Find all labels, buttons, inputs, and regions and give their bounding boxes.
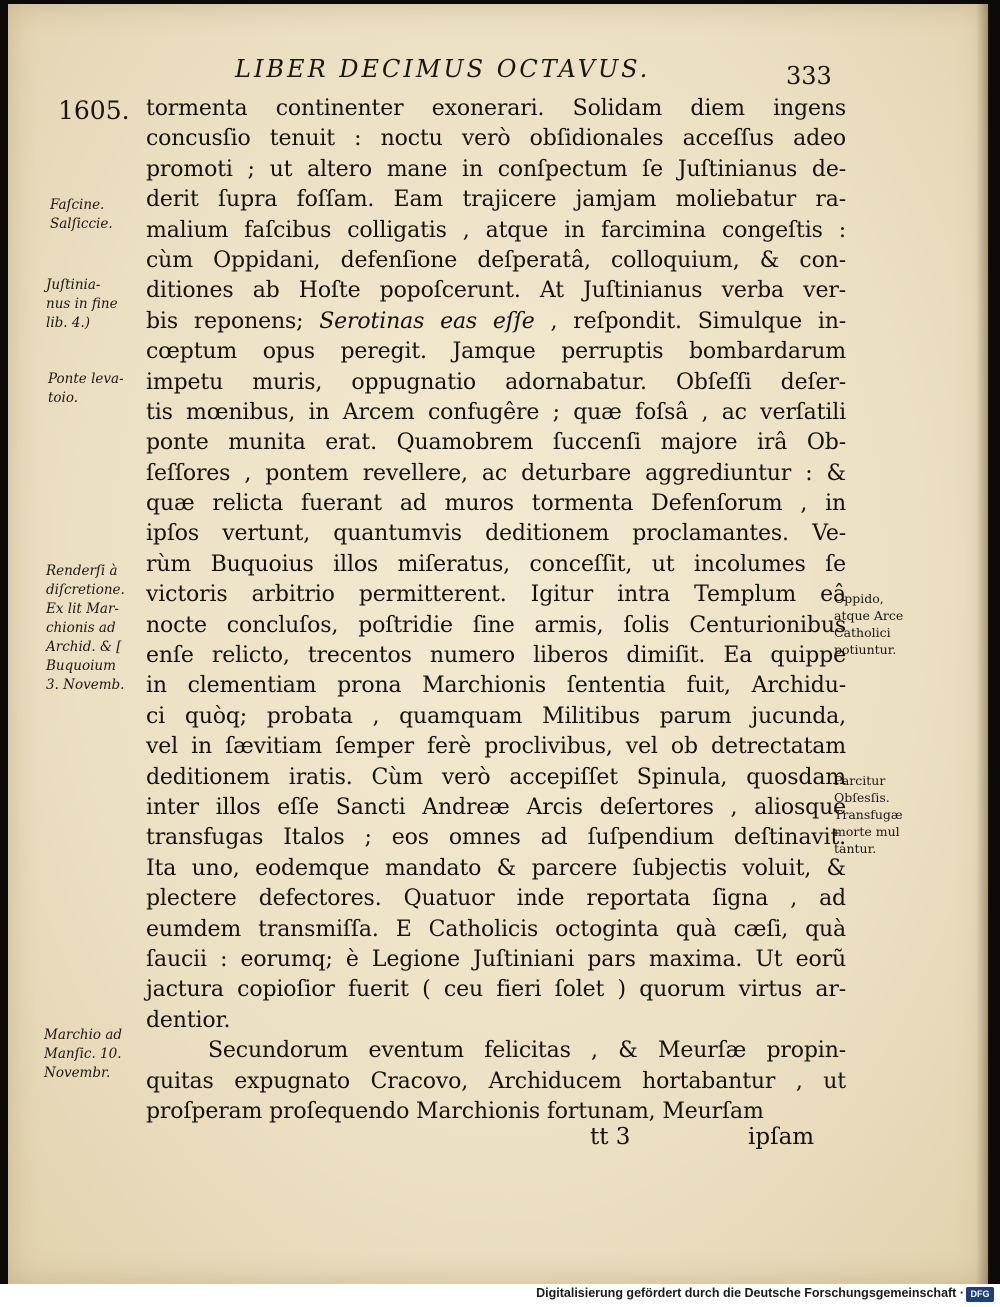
text-line: cùm Oppidani, defenſione deſperatâ, colloquium, & con- [146,247,846,273]
text-line: plectere defectores. Quatuor inde reportata ſigna , ad [146,886,846,912]
margin-note-line: Juſtinia- [46,277,101,293]
text-line: jactura copioſior fuerit ( ceu fieri ſolet ) quorum virtus ar- [146,977,846,1003]
margin-note-line: Manſic. 10. [44,1046,122,1062]
margin-note-line: 3. Novemb. [46,677,125,693]
text-line: impetu muris, oppugnatio adornabatur. Obſeſſi deſer- [146,369,846,395]
margin-note-line: toio. [48,390,79,406]
text-line: transfugas Italos ; eos omnes ad ſuſpendium deſtinavit. [146,825,846,851]
text-line: Ita uno, eodemque mandato & parcere ſubjectis voluit, & [146,855,846,881]
dfg-logo: DFG [966,1287,994,1302]
text-line: proſperam proſequendo Marchionis fortunam, Meurſam [146,1098,764,1124]
text-line: tis mœnibus, in Arcem confugêre ; quæ foſsâ , ac verſatili [146,399,846,425]
margin-note-line: Novembr. [44,1065,111,1081]
margin-note-line: tantur. [834,841,877,856]
margin-note-line: Obſesſis. [834,790,890,805]
main-text-block [146,94,846,1127]
text-line: Secundorum eventum felicitas , & Meurſæ propin- [208,1038,846,1064]
left-margin-note-renderse [46,562,125,695]
text-line: tormenta continenter exonerari. Solidam diem ingens [146,96,846,121]
signature-mark: tt 3 [590,1124,631,1150]
italic-quote: Serotinas eas eſſe [319,308,535,334]
running-title: LIBER DECIMUS OCTAVUS. [235,55,651,83]
text-line: inter illos eſſe Sancti Andreæ Arcis deſertores , aliosque [146,794,846,820]
text-line: dentior. [146,1007,231,1033]
text-line: quæ relicta fuerant ad muros tormenta Defenſorum , in [146,491,846,517]
margin-note-line: Faſcine. [50,197,105,213]
margin-note-line: Catholici [834,625,891,640]
margin-note-line: Transfugæ [834,807,903,822]
margin-note-line: diſcretione. [46,582,125,598]
text-line: ditiones ab Hoſte popoſcerunt. At Juſtinianus verba ver- [146,278,846,304]
text-line: ponte munita erat. Quamobrem ſuccenſi majore irâ Ob- [146,430,846,456]
text-line: ſeſſores , pontem revellere, ac deturbare aggrediuntur : & [146,460,846,486]
digitization-credit: Digitalisierung gefördert durch die Deutsche Forschungsgemeinschaft · [536,1286,964,1300]
right-margin-note-parcitur [834,772,903,857]
page-number: 333 [786,62,832,90]
text-line: promoti ; ut altero mane in conſpectum ſe Juſtinianus de- [146,156,846,182]
catchword: ipſam [748,1124,815,1150]
margin-note-line: morte mul [834,824,900,839]
margin-note-line: potiuntur. [834,642,897,657]
margin-note-line: Ponte leva- [48,371,124,387]
text-line: malium faſcibus colligatis , atque in farcimina congeſtis : [146,217,846,243]
margin-note-line: Buquoium [46,658,116,674]
margin-note-line: lib. 4.) [46,315,91,331]
margin-note-line: Marchio ad [44,1027,123,1043]
left-margin-note-marchio [44,1026,122,1083]
left-margin-note-fascine [50,196,113,234]
text-line: nocte concluſos, poſtridie ſine armis, ſolis Centurionibus [146,612,846,638]
margin-note-line: Archid. & [ [46,639,122,655]
margin-note-line: chionis ad [46,620,116,636]
text-line: rùm Buquoius illos miſeratus, conceſſit, ut incolumes ſe [146,551,846,577]
text-line: in clementiam prona Marchionis ſententia fuit, Archidu- [146,673,846,699]
text-line: ſaucii : eorumq; è Legione Juſtiniani pars maxima. Ut eorũ [146,946,846,972]
text-line [146,307,846,337]
margin-note-line: Salſiccie. [50,216,113,232]
text-run: , reſpondit. Simulque in- [534,308,847,334]
text-run: bis reponens; [146,308,320,334]
text-line: deditionem iratis. Cùm verò accepiſſet Spinula, quosdam [146,764,846,790]
text-line: vel in ſævitiam ſemper ferè proclivibus, vel ob detrectatam [146,734,846,760]
left-margin-note-justinianus [46,276,118,333]
text-line: ipſos vertunt, quantumvis deditionem proclamantes. Ve- [146,521,846,547]
text-line: concusſio tenuit : noctu verò obſidionales acceſſus adeo [146,126,846,152]
margin-note-line: Oppido, [834,591,884,606]
margin-note-line: nus in fine [46,296,118,312]
text-line: cœptum opus peregit. Jamque perruptis bombardarum [146,339,846,365]
text-line: ci quòq; probata , quamquam Militibus parum jucunda, [146,703,846,729]
margin-note-line: atque Arce [834,608,904,623]
text-line: enſe relicto, trecentos numero liberos dimiſit. Ea quippe [146,643,846,669]
text-line: quitas expugnato Cracovo, Archiducem hortabantur , ut [146,1068,846,1094]
year-marker: 1605. [58,96,130,125]
text-line: derit ſupra foſſam. Eam trajicere jamjam moliebatur ra- [146,187,846,213]
margin-note-line: Parcitur [834,773,886,788]
right-margin-note-oppido [834,590,903,658]
margin-note-line: Ex lit Mar- [46,601,119,617]
text-line: victoris arbitrio permitterent. Igitur intra Templum eâ [146,582,846,608]
text-line: eumdem transmiſſa. E Catholicis octoginta quà cæſi, quà [146,916,846,942]
margin-note-line: Renderſi à [46,563,118,579]
page-edge-shadow [976,4,990,1284]
left-margin-note-ponte-levatoio [48,370,124,408]
